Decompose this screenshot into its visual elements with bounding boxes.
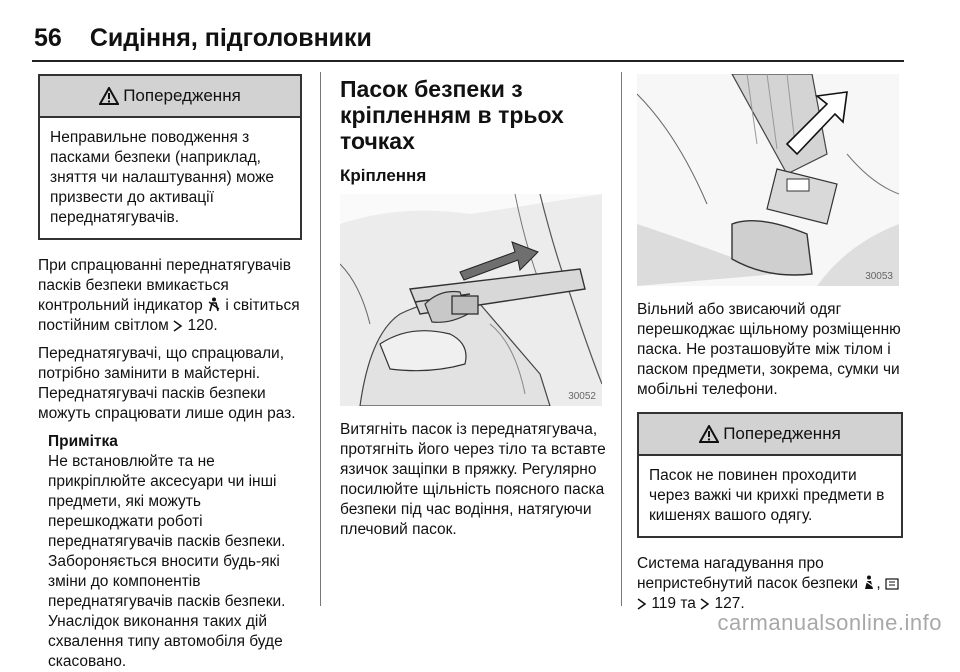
- column-3: [637, 74, 903, 622]
- page-reference-icon: [637, 598, 647, 610]
- warning-title: Попередження: [723, 424, 841, 443]
- seatbelt-reminder-display-icon: [885, 578, 899, 590]
- figure-code: 30052: [568, 391, 596, 402]
- header-rule: [32, 60, 904, 62]
- note-block: [48, 432, 302, 672]
- page-header: [34, 18, 904, 58]
- warning-body: Неправильне поводження з пасками безпеки (наприклад, зняття чи налаштування) може призвести до активації переднатягувачів.: [50, 129, 275, 226]
- warning-header: [40, 76, 300, 118]
- warning-header: [639, 414, 901, 456]
- section-title: Сидіння, підголовники: [89, 23, 372, 52]
- reminder-paragraph: Система нагадування про непристебнутий пасок безпеки , 119 та 127.: [637, 554, 903, 614]
- warning-box: [38, 74, 302, 240]
- seatbelt-fastening-drawing: [340, 194, 602, 406]
- warning-triangle-icon: [99, 87, 119, 105]
- note-body: Не встановлюйте та не прикріплюйте аксесуари чи інші предмети, які можуть перешкоджати роботі переднатягувачів пасків безпеки. Забороняється вносити будь-які зміни до компонентів переднатягувачів пасків безпеки. Унаслідок виконання таких дій схвалення типу автомобіля буде скасовано.: [48, 453, 286, 670]
- warning-box: [637, 412, 903, 538]
- warning-body: Пасок не повинен проходити через важкі чи крихкі предмети в кишенях вашого одягу.: [649, 467, 885, 524]
- note-title: Примітка: [48, 433, 118, 450]
- pretensioner-paragraph: При спрацюванні переднатягувачів пасків безпеки вмикається контрольний індикатор і світиться постійним світлом 120.: [38, 257, 300, 334]
- seatbelt-reminder-icon: [862, 575, 876, 590]
- column-1: [38, 74, 302, 672]
- figure-code: 30053: [865, 271, 893, 282]
- seatbelt-pretensioner-icon: [207, 297, 221, 312]
- page-reference-icon: [173, 320, 183, 332]
- warning-triangle-icon: [699, 425, 719, 443]
- watermark: carmanualsonline.info: [717, 610, 942, 635]
- section-heading: Пасок безпеки з кріпленням в трьох точках: [340, 76, 564, 154]
- clothing-paragraph: Вільний або звисаючий одяг перешкоджає щільному розміщенню паска. Не розташовуйте між тілом і паском предмети, зокрема, сумки чи мобільні телефони.: [637, 301, 901, 398]
- buckle-illustration: [637, 74, 899, 286]
- pretensioner-replacement-paragraph: Переднатягувачі, що спрацювали, потрібно замінити в майстерні. Переднатягувачі пасків безпеки можуть спрацювати лише один раз.: [38, 345, 296, 422]
- column-divider: [621, 72, 622, 606]
- seatbelt-buckle-drawing: [637, 74, 899, 286]
- column-2: [340, 74, 606, 548]
- fastening-paragraph: Витягніть пасок із переднатягувача, протягніть його через тіло та вставте язичок защіпки в пряжку. Регулярно посилюйте щільність поясного паска безпеки під час водіння, натягуючи плечовий пасок.: [340, 421, 606, 538]
- fastening-illustration: [340, 194, 602, 406]
- page-reference-icon: [700, 598, 710, 610]
- page-number: 56: [34, 23, 62, 52]
- subsection-heading: Кріплення: [340, 166, 427, 185]
- column-divider: [320, 72, 321, 606]
- warning-title: Попередження: [123, 86, 241, 105]
